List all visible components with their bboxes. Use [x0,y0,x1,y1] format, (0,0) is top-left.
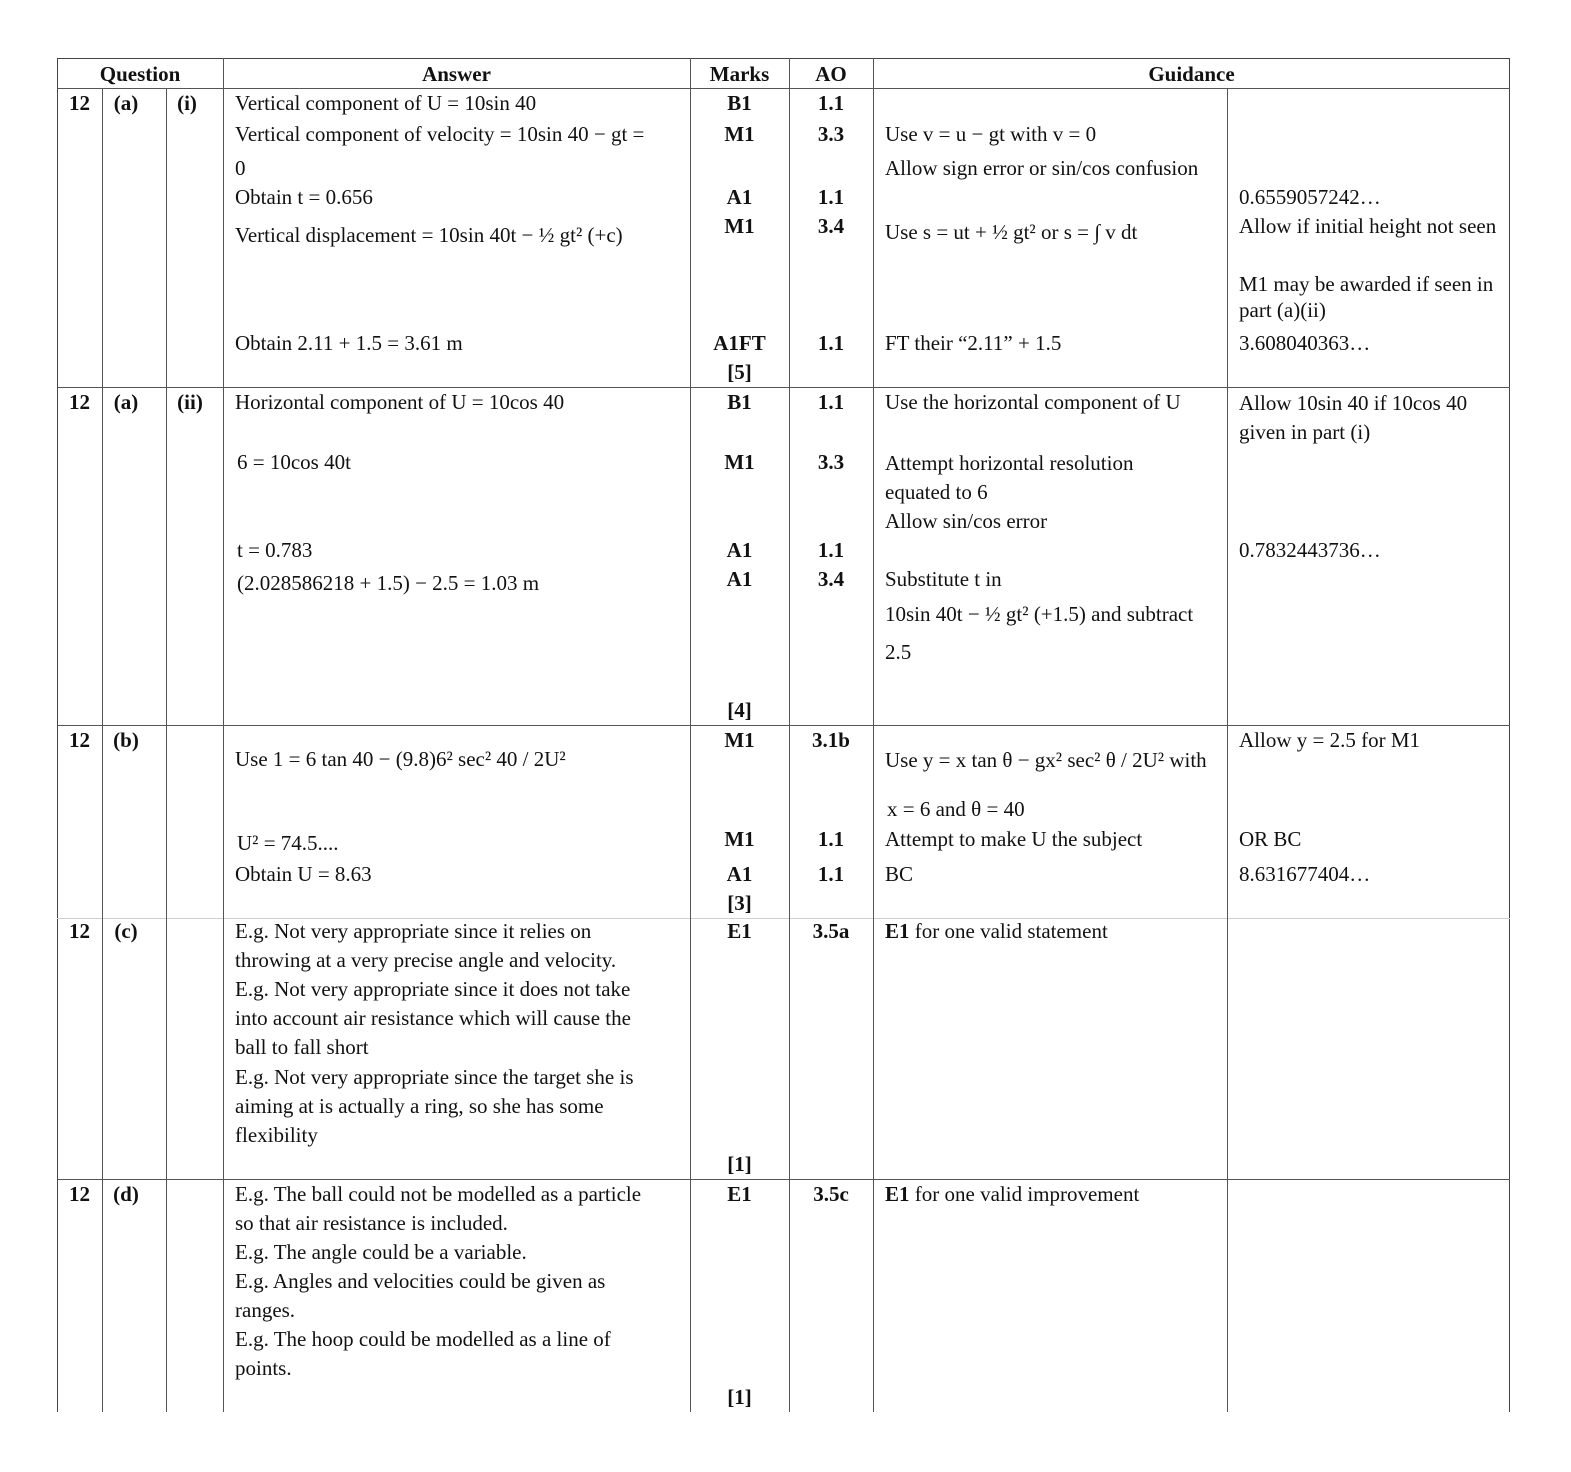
guidance-text: Use v = u − gt with v = 0 [885,122,1097,146]
guidance-note: Allow y = 2.5 for M1 [1239,728,1421,752]
question-part: (a) [113,390,139,414]
guidance-text [885,918,1108,944]
mark-code: A1 [726,567,753,591]
ao-code: 1.1 [817,538,845,562]
answer-line: E.g. Not very appropriate since it relies on [235,919,592,943]
answer-line: Obtain U = 8.63 [235,862,372,886]
guidance-mark-code: E1 [885,1182,910,1206]
ao-code: 1.1 [817,185,845,209]
mark-code: M1 [724,728,755,752]
question-part: (a) [113,91,139,115]
header-question: Question [99,62,181,86]
guidance-text: Allow sign error or sin/cos confusion [885,156,1199,180]
guidance-text: 10sin 40t − ½ gt² (+1.5) and subtract [885,602,1194,626]
answer-line: ranges. [235,1298,296,1322]
column-divider [873,58,874,1412]
guidance-text: Use y = x tan θ − gx² sec² θ / 2U² with [885,748,1207,772]
question-part: (c) [114,919,138,943]
header-answer: Answer [422,62,491,86]
guidance-statement: for one valid statement [909,919,1108,943]
answer-line: (2.028586218 + 1.5) − 2.5 = 1.03 m [237,571,540,595]
ao-code: 3.1b [812,728,850,752]
guidance-text [885,1181,1139,1207]
question-subpart: (i) [177,91,197,115]
column-divider [1227,88,1228,1412]
mark-total: [4] [727,698,752,722]
guidance-note: 0.7832443736… [1239,538,1381,562]
row-divider [57,1179,1510,1180]
answer-line: Obtain t = 0.656 [235,185,373,209]
guidance-text: Use the horizontal component of U [885,390,1181,414]
answer-line: Horizontal component of U = 10cos 40 [235,390,565,414]
answer-line: E.g. Angles and velocities could be given as [235,1269,606,1293]
answer-line: 6 = 10cos 40t [237,450,351,474]
answer-line: aiming at is actually a ring, so she has some [235,1094,604,1118]
question-number: 12 [69,728,90,752]
answer-line: E.g. The ball could not be modelled as a particle [235,1182,642,1206]
ao-code: 1.1 [817,390,845,414]
guidance-mark-code: E1 [885,919,910,943]
answer-line: t = 0.783 [237,538,313,562]
answer-line: Vertical component of U = 10sin 40 [235,91,537,115]
ao-code: 3.5a [812,919,850,943]
guidance-note: Allow 10sin 40 if 10cos 40 given in part (i) [1239,391,1468,444]
answer-line: Obtain 2.11 + 1.5 = 3.61 m [235,331,463,355]
ao-code: 1.1 [817,331,845,355]
answer-line: U² = 74.5.... [237,831,339,855]
ao-code: 1.1 [817,827,845,851]
answer-line: E.g. Not very appropriate since the target she is [235,1065,634,1089]
guidance-text: FT their “2.11” + 1.5 [885,331,1062,355]
column-divider [223,58,224,1412]
mark-code: E1 [727,919,752,943]
guidance-note: 0.6559057242… [1239,185,1381,209]
question-number: 12 [69,390,90,414]
mark-code: M1 [724,122,755,146]
answer-line: throwing at a very precise angle and velocity. [235,948,617,972]
question-subpart: (ii) [177,390,203,414]
answer-line: E.g. Not very appropriate since it does not take [235,977,631,1001]
guidance-text: Substitute t in [885,567,1002,591]
header-guidance: Guidance [1148,62,1235,86]
guidance-note: OR BC [1239,827,1302,851]
answer-line: E.g. The hoop could be modelled as a line of [235,1327,611,1351]
ao-code: 1.1 [817,862,845,886]
mark-code: A1FT [713,331,766,355]
answer-line: into account air resistance which will cause the [235,1006,631,1030]
answer-line: flexibility [235,1123,318,1147]
ao-code: 3.3 [817,122,845,146]
answer-line: ball to fall short [235,1035,369,1059]
question-number: 12 [69,1182,90,1206]
ao-code: 3.5c [813,1182,849,1206]
ao-code: 3.3 [817,450,845,474]
row-divider [57,387,1510,388]
ao-code: 1.1 [817,91,845,115]
question-number: 12 [69,91,90,115]
guidance-text: 2.5 [885,640,912,664]
mark-code: M1 [724,450,755,474]
mark-total: [5] [727,360,752,384]
guidance-text: Allow sin/cos error [885,509,1048,533]
question-part: (b) [113,728,139,752]
guidance-text: Attempt to make U the subject [885,827,1143,851]
ao-code: 3.4 [817,567,845,591]
question-number: 12 [69,919,90,943]
answer-line: Vertical displacement = 10sin 40t − ½ gt² (+c) [235,223,623,247]
mark-code: M1 [724,214,755,238]
mark-code: B1 [727,390,752,414]
mark-code: A1 [726,538,753,562]
question-part: (d) [113,1182,139,1206]
answer-line: 0 [235,156,246,180]
header-ao: AO [815,62,847,86]
column-divider [166,88,167,1412]
mark-code: E1 [727,1182,752,1206]
row-divider [57,725,1510,726]
mark-total: [1] [727,1152,752,1176]
header-marks: Marks [709,62,770,86]
guidance-text: Attempt horizontal resolution equated to 6 [885,451,1134,504]
guidance-text: Use s = ut + ½ gt² or s = ∫ v dt [885,220,1138,244]
answer-line: Vertical component of velocity = 10sin 40 − gt = [235,122,645,146]
mark-total: [3] [727,891,752,915]
answer-line: so that air resistance is included. [235,1211,508,1235]
answer-line: Use 1 = 6 tan 40 − (9.8)6² sec² 40 / 2U² [235,747,566,771]
answer-line: points. [235,1356,292,1380]
guidance-note: M1 may be awarded if seen in part (a)(ii) [1239,272,1494,322]
mark-code: A1 [726,185,753,209]
answer-line: E.g. The angle could be a variable. [235,1240,527,1264]
mark-total: [1] [727,1385,752,1409]
mark-code: B1 [727,91,752,115]
guidance-note: Allow if initial height not seen [1239,214,1497,238]
guidance-statement: for one valid improvement [909,1182,1140,1206]
guidance-text: x = 6 and θ = 40 [887,797,1025,821]
guidance-note: 3.608040363… [1239,331,1371,355]
mark-code: A1 [726,862,753,886]
guidance-text: BC [885,862,914,886]
ao-code: 3.4 [817,214,845,238]
mark-code: M1 [724,827,755,851]
guidance-note: 8.631677404… [1239,862,1371,886]
